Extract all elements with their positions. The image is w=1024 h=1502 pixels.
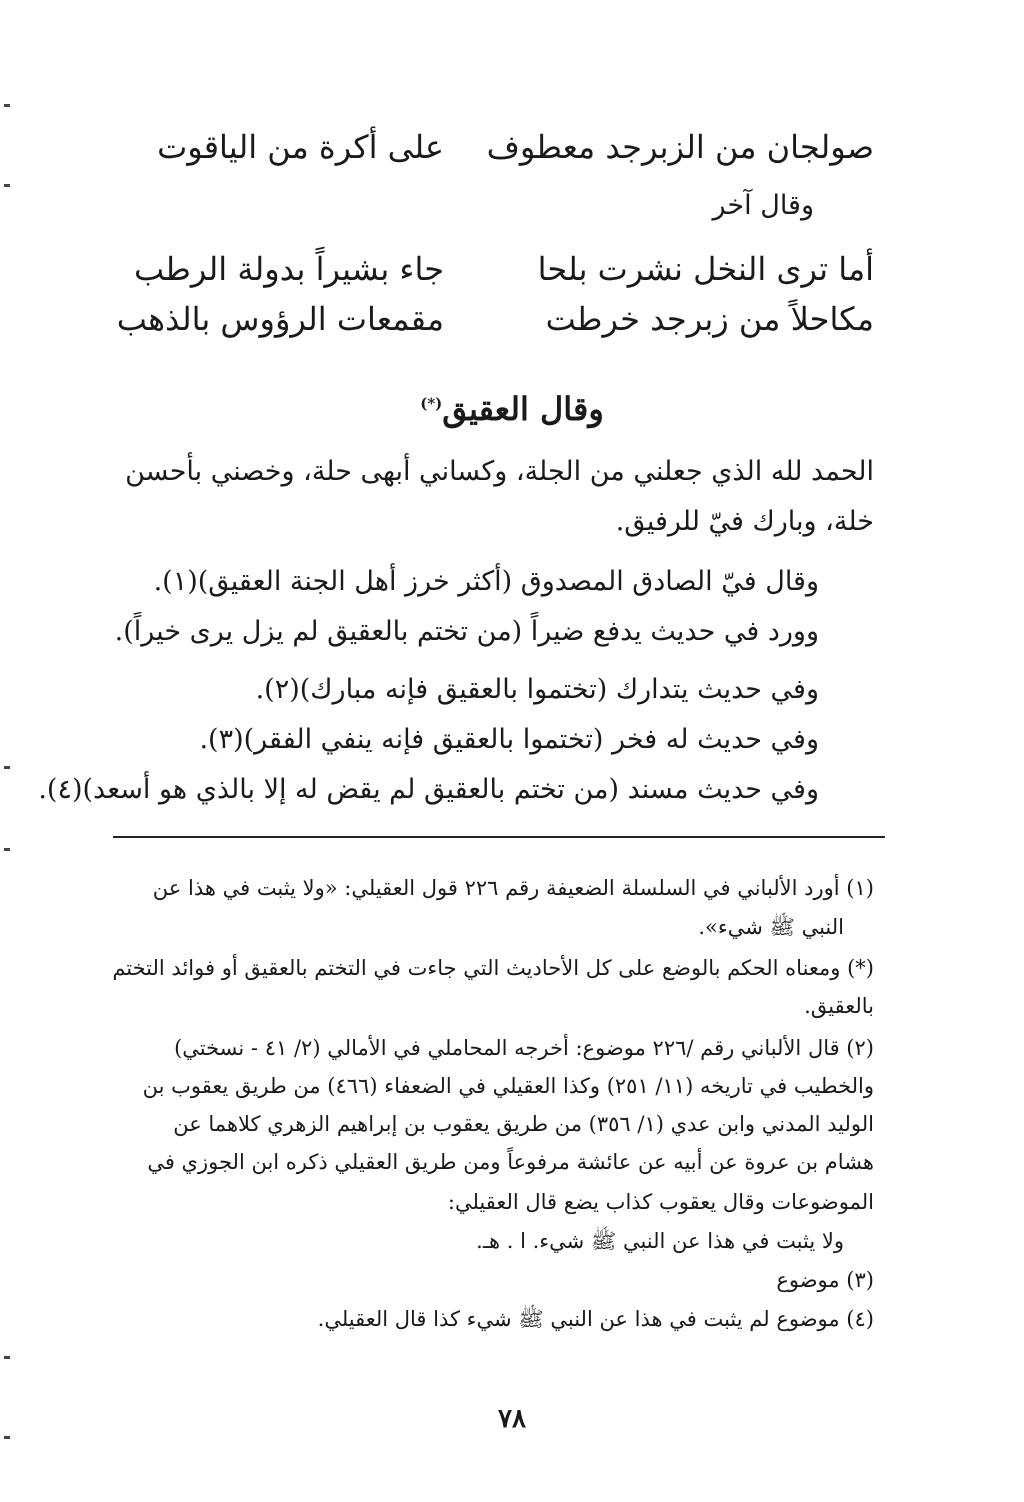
footnote-1-line-1: (١) أورد الألباني في السلسلة الضعيفة رقم ٢٢٦ قول العقيلي: «ولا يثبت في هذا عن bbox=[152, 876, 874, 900]
poem2-line2-left: مقمعات الرؤوس بالذهب bbox=[116, 300, 444, 338]
hadith-line-3: وفي حديث يتدارك (تختموا بالعقيق فإنه مبارك)(٢). bbox=[255, 674, 819, 705]
footnote-star-line-1: (*) ومعناه الحكم بالوضع على كل الأحاديث التي جاءت في التختم بالعقيق أو فوائد التختم bbox=[112, 956, 874, 980]
footnote-2-line-2: والخطيب في تاريخه (١١/ ٢٥١) وكذا العقيلي في الضعفاء (٤٦٦) من طريق يعقوب بن bbox=[142, 1074, 874, 1098]
scan-edge-mark bbox=[4, 104, 10, 107]
footnote-1-line-2: النبي ﷺ شيء». bbox=[698, 915, 844, 939]
poem2-line1-right: أما ترى النخل نشرت بلحا bbox=[537, 250, 874, 288]
footnote-star-line-2: بالعقيق. bbox=[804, 994, 874, 1018]
title-footnote-mark: (*) bbox=[420, 394, 443, 413]
hadith-line-5: وفي حديث مسند (من تختم بالعقيق لم يقض له إلا بالذي هو أسعد)(٤). bbox=[38, 774, 819, 805]
hadith-line-2: وورد في حديث يدفع ضيراً (من تختم بالعقيق لم يزل يرى خيراً). bbox=[114, 616, 819, 647]
poem1-line1-right: صولجان من الزبرجد معطوف bbox=[486, 128, 874, 166]
footnote-2-line-5: الموضوعات وقال يعقوب كذاب يضع قال العقيلي: bbox=[447, 1190, 874, 1214]
scan-edge-mark bbox=[4, 1436, 10, 1439]
section-title bbox=[0, 390, 1024, 428]
hadith-line-1: وقال فيّ الصادق المصدوق (أكثر خرز أهل الجنة العقيق)(١). bbox=[153, 566, 819, 597]
footnote-2-line-3: الوليد المدني وابن عدي (١/ ٣٥٦) من طريق يعقوب بن إبراهيم الزهري كلاهما عن bbox=[173, 1112, 874, 1136]
footnote-4: (٤) موضوع لم يثبت في هذا عن النبي ﷺ شيء كذا قال العقيلي. bbox=[317, 1307, 874, 1331]
hadith-line-4: وفي حديث له فخر (تختموا بالعقيق فإنه ينفي الفقر)(٣). bbox=[199, 724, 819, 755]
poem2-line1-left: جاء بشيراً بدولة الرطب bbox=[134, 250, 444, 288]
paragraph-line-1: الحمد لله الذي جعلني من الجلة، وكساني أبهى حلة، وخصني بأحسن bbox=[125, 456, 874, 487]
footnote-3: (٣) موضوع bbox=[776, 1268, 874, 1292]
footnote-2-line-6: ولا يثبت في هذا عن النبي ﷺ شيء. ا . هـ. bbox=[476, 1229, 844, 1253]
scan-edge-mark bbox=[4, 184, 10, 187]
poem1-line1-left: على أكرة من الياقوت bbox=[157, 128, 444, 166]
scan-edge-mark bbox=[4, 1356, 10, 1359]
scan-edge-mark bbox=[4, 848, 10, 851]
footnote-2-line-1: (٢) قال الألباني رقم /٢٢٦ موضوع: أخرجه المحاملي في الأمالي (٢/ ٤١ - نسختي) bbox=[174, 1036, 874, 1060]
section-title-text: وقال العقيق bbox=[442, 390, 604, 428]
scan-edge-mark bbox=[4, 766, 10, 769]
footnote-separator bbox=[113, 836, 885, 838]
footnote-2-line-4: هشام بن عروة عن أبيه عن عائشة مرفوعاً ومن طريق العقيلي ذكره ابن الجوزي في bbox=[147, 1150, 874, 1174]
poem2-line2-right: مكاحلاً من زبرجد خرطت bbox=[545, 300, 874, 338]
poem-attribution: وقال آخر bbox=[712, 190, 814, 221]
page-number: ٧٨ bbox=[498, 1404, 526, 1434]
paragraph-line-2: خلة، وبارك فيّ للرفيق. bbox=[615, 506, 874, 537]
